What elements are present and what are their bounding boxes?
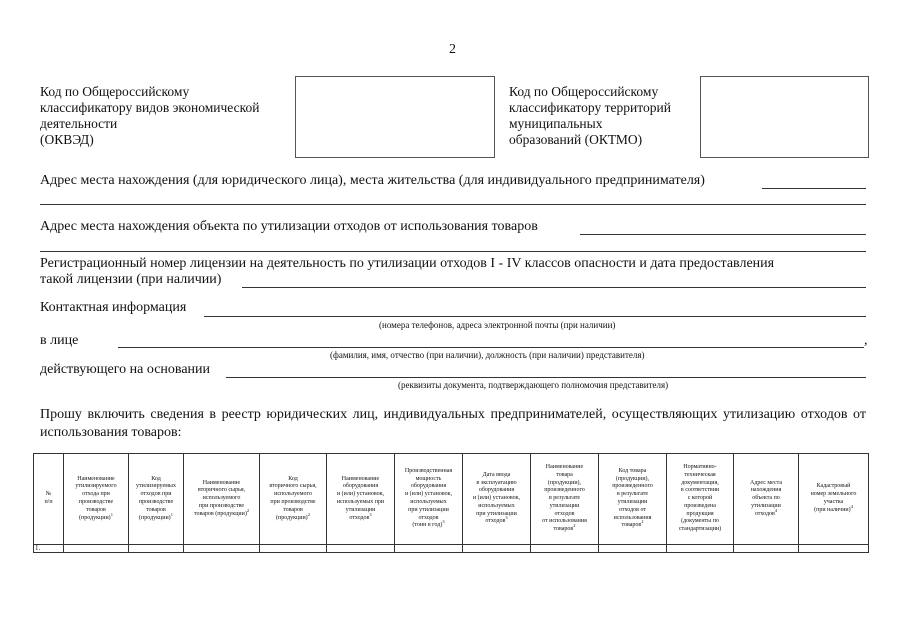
header-line: произведена [684,502,716,509]
header-line: при производстве [198,502,245,509]
license-label-continuation: такой лицензии (при наличии) [40,272,222,287]
table-header-row [34,454,869,545]
table-cell[interactable] [463,545,531,553]
table-row [34,545,869,553]
table-header-cell [799,454,869,545]
header-line: утилизации [617,499,648,505]
table-header-cell [64,454,129,545]
table-header-cell [395,454,463,545]
facility-address-field[interactable] [580,234,866,235]
address-label: Адрес места нахождения (для юридического лица), места жительства (для индивидуального предпринимателя) [40,173,705,188]
footnote-marker: 3 [505,515,508,521]
header-line: товаров [283,506,303,513]
header-line: мощность [415,475,442,482]
oktmo-code-box[interactable] [700,76,869,158]
footnote-marker: 2 [307,511,310,517]
footnote-marker: 3 [442,519,445,525]
header-line: документация, [681,479,719,486]
table-body [34,545,869,553]
header-line: используемых при [336,499,385,505]
header-line: Наименование [545,463,584,470]
header-line: отходов [418,514,439,521]
header-line: Код [151,475,161,482]
header-line: при производстве [270,499,316,505]
header-line: при утилизации [476,510,517,517]
header-line: произведенного [544,487,585,494]
header-line: (тонн в год) [412,522,443,529]
header-line: отходов [554,510,575,517]
basis-caption: (реквизиты документа, подтверждающего полномочия представителя) [398,380,669,390]
table-header-cell [734,454,799,545]
footnote-marker: 1 [170,511,173,517]
footnote-marker: 4 [850,503,853,509]
footnote-marker: 3 [369,511,372,517]
table-cell[interactable] [129,545,184,553]
person-comma: , [864,333,868,348]
header-line: утилизации [549,502,580,509]
table-cell[interactable] [799,545,869,553]
header-line: Производственная [404,467,453,474]
okved-code-box[interactable] [295,76,495,158]
table-cell[interactable] [531,545,599,553]
header-line: используемого [202,495,241,502]
table-cell[interactable] [184,545,260,553]
header-line: и (или) установок, [472,495,521,502]
header-line: отходов от [618,506,647,513]
header-line: отходов [485,518,506,525]
contact-caption: (номера телефонов, адреса электронной почты (при наличии) [379,320,616,330]
header-line: оборудования [410,483,447,490]
okved-label-line: классификатору видов экономической [40,100,260,115]
table-cell[interactable] [734,545,799,553]
header-line: отходов [349,514,370,521]
header-line: Дата ввода [482,471,511,478]
header-line: товаров [86,506,106,513]
header-line: товаров [146,506,166,513]
header-line: вторичного сырья, [197,487,246,494]
license-field[interactable] [242,287,866,288]
table-cell[interactable] [599,545,667,553]
header-line: Адрес места [750,479,782,486]
header-line: объекта по [752,495,780,502]
header-line: номер земельного [810,491,857,498]
header-line: в эксплуатацию [476,479,517,486]
header-line: и (или) установок, [404,491,453,498]
header-line: нахождения [750,487,782,494]
header-line: Нормативно- [683,463,717,470]
header-line: и (или) установок, [336,491,385,498]
header-line: в результате [548,495,581,502]
table-cell[interactable] [64,545,129,553]
table-header-cell [129,454,184,545]
header-line: утилизируемых [136,483,176,490]
page-number: 2 [449,42,456,57]
footnote-marker: 2 [573,523,576,529]
header-line: продукция [686,510,714,517]
facility-address-label: Адрес места нахождения объекта по утилизации отходов от использования товаров [40,219,538,234]
okved-label [40,84,295,148]
oktmo-label-line: Код по Общероссийскому [509,84,659,99]
table-cell[interactable] [395,545,463,553]
header-line: (продукции) [276,514,308,521]
table-cell[interactable] [667,545,734,553]
header-line: (продукции) [139,514,171,521]
oktmo-label-line: классификатору территорий [509,100,671,115]
table-header-cell [463,454,531,545]
header-line: производстве [138,499,174,505]
header-line: при утилизации [408,506,449,513]
header-line: отходов при [140,491,172,498]
header-line: используемых [410,499,447,505]
header-line: произведенного [612,483,653,490]
header-line: в результате [616,491,649,498]
header-line: утилизации [751,502,781,509]
header-line: товаров [621,522,642,529]
contact-field[interactable] [204,316,866,317]
table-cell[interactable] [260,545,327,553]
okved-label-line: деятельности [40,116,118,131]
table-header-cell [327,454,395,545]
header-line: Наименование [202,479,241,486]
person-caption: (фамилия, имя, отчество (при наличии), должность (при наличии) представителя) [330,350,645,360]
header-line: использования [613,514,652,521]
oktmo-label-line: муниципальных [509,116,603,131]
table-header-cell [184,454,260,545]
header-line: Наименование [77,475,115,482]
header-line: с которой [687,495,713,502]
header-line: используемого [274,491,312,498]
basis-label: действующего на основании [40,362,211,377]
table-header-cell [260,454,327,545]
header-line: оборудования [478,487,515,494]
header-line: утилизации [345,506,376,513]
header-line: Кадастровый [816,483,851,490]
table-header-cell [34,454,64,545]
header-line: техническая [684,471,716,478]
footnote-marker: 2 [641,519,644,525]
contact-label: Контактная информация [40,300,187,315]
oktmo-label [509,84,699,148]
person-field[interactable] [118,347,864,348]
header-line: товаров [553,526,574,533]
row-number-cell: 1. [34,545,64,553]
registry-table [33,453,869,553]
table-header-cell [599,454,667,545]
person-label: в лице [40,333,79,348]
header-line: № [45,491,52,498]
table-header-cell [667,454,734,545]
table-cell[interactable] [327,545,395,553]
footnote-marker: 2 [246,507,250,513]
footnote-marker: 4 [774,507,778,513]
header-line: Код [288,475,298,482]
footnote-marker: 1 [110,511,113,517]
header-line: (при наличии) [814,506,851,513]
header-line: используемых [478,502,515,509]
header-line: производстве [78,499,114,505]
table-header-cell [531,454,599,545]
header-line: от использования [542,518,587,525]
header-line: вторичного сырья, [269,483,317,490]
header-line: отхода при [82,491,110,498]
okved-label-line: (ОКВЭД) [40,132,94,147]
request-paragraph: Прошу включить сведения в реестр юридических лиц, индивидуальных предпринимателей, осуществляющих утилизацию отходов от использования товаров: [40,407,866,440]
address-field[interactable] [762,188,866,189]
license-label: Регистрационный номер лицензии на деятельность по утилизации отходов I - IV классов опасности и дата предоставления [40,256,775,271]
address-field-continuation[interactable] [40,204,866,205]
basis-field[interactable] [226,377,866,378]
header-line: утилизируемого [75,483,117,490]
header-line: (продукции), [615,475,650,482]
header-line: оборудования [342,483,379,490]
header-line: товаров (продукции) [193,510,247,517]
header-line: в соответствии [680,487,720,494]
header-line: товара [556,471,573,478]
header-line: Код товара [618,467,647,474]
header-line: отходов [754,510,775,517]
header-line: (продукции) [79,514,111,521]
header-line: стандартизации) [678,526,722,533]
okved-label-line: Код по Общероссийскому [40,84,190,99]
header-line: участка [823,499,844,505]
oktmo-label-line: образований (ОКТМО) [509,132,643,147]
facility-address-field-continuation[interactable] [40,251,866,252]
header-line: Наименование [341,475,380,482]
header-line: (документы по [681,518,719,525]
header-line: п/п [44,499,53,505]
header-line: (продукции), [547,479,582,486]
